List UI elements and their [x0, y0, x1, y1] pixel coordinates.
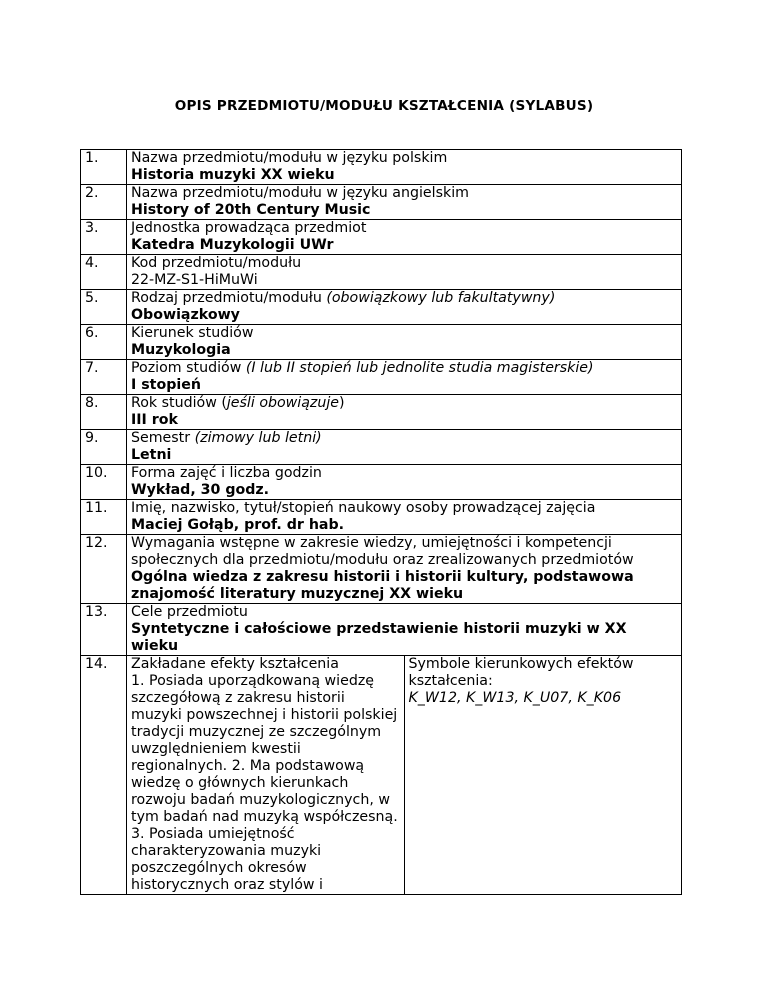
row-value: Ogólna wiedza z zakresu historii i historii kultury, podstawowa znajomość literatury muzycznej XX wieku [131, 569, 634, 602]
table-row [81, 255, 682, 290]
row-value: Obowiązkowy [131, 307, 240, 323]
symbols-heading: Symbole kierunkowych efektów kształcenia: [408, 656, 634, 689]
row-content [127, 500, 682, 535]
row-number: 6. [81, 325, 127, 360]
row-label-text: Kierunek studiów [131, 325, 254, 341]
row-content [127, 150, 682, 185]
table-row-outcomes [81, 656, 682, 895]
table-row [81, 150, 682, 185]
row-label [131, 604, 677, 621]
row-number: 2. [81, 185, 127, 220]
row-content [127, 325, 682, 360]
row-label-text: Jednostka prowadząca przedmiot [131, 220, 367, 236]
row-value: 22-MZ-S1-HiMuWi [131, 272, 258, 288]
row-label [131, 430, 677, 447]
row-label-text: Rodzaj przedmiotu/modułu [131, 290, 327, 306]
row-number: 14. [81, 656, 127, 895]
row-value: Muzykologia [131, 342, 231, 358]
row-value: Katedra Muzykologii UWr [131, 237, 334, 253]
row-value: Letni [131, 447, 172, 463]
row-value: III rok [131, 412, 178, 428]
row-label [131, 395, 677, 412]
symbols-list: K_W12, K_W13, K_U07, K_K06 [408, 690, 622, 706]
syllabus-table [80, 149, 682, 895]
row-number: 5. [81, 290, 127, 325]
table-row [81, 604, 682, 656]
row-label [131, 255, 677, 272]
row-label [131, 535, 677, 569]
row-label-text: Poziom studiów [131, 360, 246, 376]
row-content [127, 360, 682, 395]
row-number: 7. [81, 360, 127, 395]
outcomes-cell [127, 656, 405, 895]
table-row [81, 185, 682, 220]
table-row [81, 360, 682, 395]
row-content [127, 465, 682, 500]
row-label-note: jeśli obowiązuje [226, 395, 340, 411]
row-number: 9. [81, 430, 127, 465]
row-label-text: Cele przedmiotu [131, 604, 248, 620]
row-label [131, 150, 677, 167]
row-label [131, 465, 677, 482]
table-row [81, 220, 682, 255]
row-label-text: Forma zajęć i liczba godzin [131, 465, 322, 481]
row-content [127, 255, 682, 290]
row-label [131, 220, 677, 237]
row-content [127, 535, 682, 604]
row-label-text: Rok studiów ( [131, 395, 227, 411]
row-content [127, 220, 682, 255]
table-row [81, 290, 682, 325]
row-content [127, 290, 682, 325]
table-row [81, 395, 682, 430]
row-number: 10. [81, 465, 127, 500]
row-number: 3. [81, 220, 127, 255]
row-label [131, 500, 677, 517]
row-label-note: (I lub II stopień lub jednolite studia magisterskie) [245, 360, 594, 376]
row-label-text: Wymagania wstępne w zakresie wiedzy, umiejętności i kompetencji społecznych dla przedmiotu/modułu oraz zrealizowanych przedmiotów [131, 535, 634, 568]
row-label-text: Nazwa przedmiotu/modułu w języku angielskim [131, 185, 469, 201]
row-label-text: Nazwa przedmiotu/modułu w języku polskim [131, 150, 448, 166]
row-number: 12. [81, 535, 127, 604]
row-label-note: (zimowy lub letni) [194, 430, 322, 446]
row-label-note: (obowiązkowy lub fakultatywny) [326, 290, 556, 306]
row-value: I stopień [131, 377, 201, 393]
row-number: 13. [81, 604, 127, 656]
row-label [131, 185, 677, 202]
row-content [127, 604, 682, 656]
symbols-cell [404, 656, 682, 895]
row-number: 8. [81, 395, 127, 430]
table-row [81, 500, 682, 535]
row-label-after: ) [339, 395, 345, 411]
row-value: Maciej Gołąb, prof. dr hab. [131, 517, 345, 533]
document-title: OPIS PRZEDMIOTU/MODUŁU KSZTAŁCENIA (SYLABUS) [174, 98, 594, 114]
outcomes-heading: Zakładane efekty kształcenia [131, 656, 339, 672]
table-row [81, 430, 682, 465]
row-label-text: Kod przedmiotu/modułu [131, 255, 302, 271]
row-label [131, 360, 677, 377]
row-value: History of 20th Century Music [131, 202, 371, 218]
row-label [131, 290, 677, 307]
row-value: Syntetyczne i całościowe przedstawienie historii muzyki w XX wieku [131, 621, 627, 654]
row-label-text: Semestr [131, 430, 195, 446]
row-number: 4. [81, 255, 127, 290]
table-row [81, 465, 682, 500]
row-label-text: Imię, nazwisko, tytuł/stopień naukowy osoby prowadzącej zajęcia [131, 500, 596, 516]
row-content [127, 395, 682, 430]
row-content [127, 185, 682, 220]
row-value: Wykład, 30 godz. [131, 482, 270, 498]
row-content [127, 430, 682, 465]
outcomes-text: 1. Posiada uporządkowaną wiedzę szczegółową z zakresu historii muzyki powszechnej i historii polskiej tradycji muzycznej ze szczególnym uwzględnieniem kwestii regionalnych. 2. Ma podstawową wiedzę o głównych kierunkach rozwoju badań muzykologicznych, w tym badań nad muzyką współczesną. 3. Posiada umiejętność charakteryzowania muzyki poszczególnych okresów historycznych oraz stylów i [131, 673, 398, 893]
row-number: 1. [81, 150, 127, 185]
table-row [81, 325, 682, 360]
row-number: 11. [81, 500, 127, 535]
row-label [131, 325, 677, 342]
row-value: Historia muzyki XX wieku [131, 167, 335, 183]
table-row [81, 535, 682, 604]
